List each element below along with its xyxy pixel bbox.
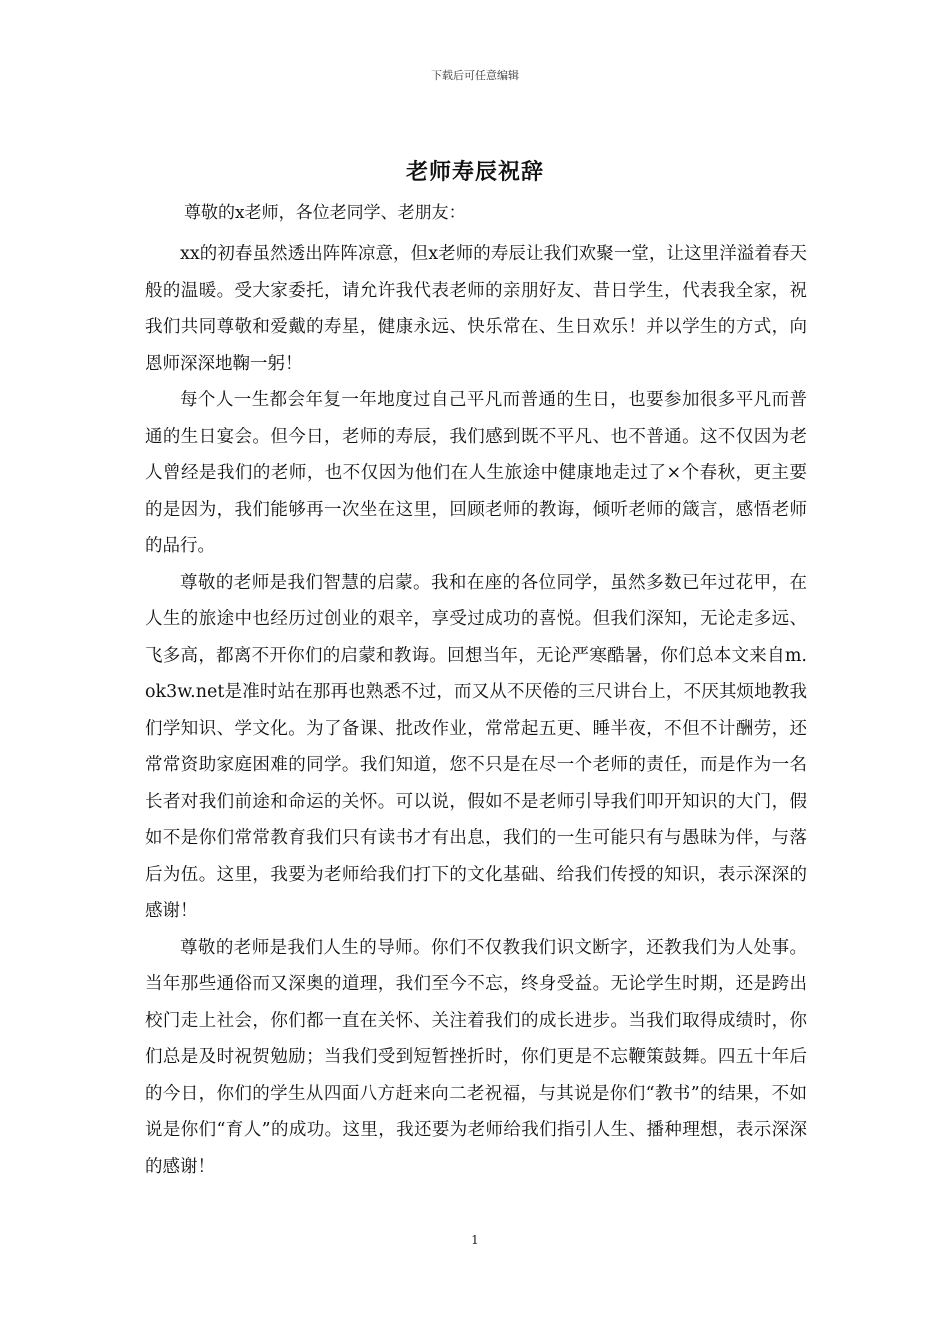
page-number: 1 xyxy=(471,1233,479,1247)
document-title: 老师寿辰祝辞 xyxy=(405,159,544,185)
paragraph: 尊敬的老师是我们人生的导师。你们不仅教我们识文断字，还教我们为人处事。当年那些通俗而又深奥的道理，我们至今不忘，终身受益。无论学生时期，还是跨出校门走上社会，你们都一直在关怀、关注着我们的成长进步。当我们取得成绩时，你们总是及时祝贺勉励；当我们受到短暂挫折时，你们更是不忘鞭策鼓舞。四五十年后的今日，你们的学生从四面八方赶来向二老祝福，与其说是你们“教书”的结果，不如说是你们“育人”的成功。这里，我还要为老师给我们指引人生、播种理想，表示深深的感谢！ xyxy=(145,937,807,1177)
paragraph: 每个人一生都会年复一年地度过自己平凡而普通的生日，也要参加很多平凡而普通的生日宴会。但今日，老师的寿辰，我们感到既不平凡、也不普通。这不仅因为老人曾经是我们的老师，也不仅因为他们在人生旅途中健康地走过了×个春秋，更主要的是因为，我们能够再一次坐在这里，回顾老师的教诲，倾听老师的箴言，感悟老师的品行。 xyxy=(145,390,807,556)
document-body xyxy=(145,236,807,1185)
header-note: 下载后可任意编辑 xyxy=(431,69,519,82)
salutation: 尊敬的x老师，各位老同学、老朋友： xyxy=(184,203,466,223)
paragraph: xx的初春虽然透出阵阵凉意，但x老师的寿辰让我们欢聚一堂，让这里洋溢着春天般的温暖。受大家委托，请允许我代表老师的亲朋好友、昔日学生，代表我全家，祝我们共同尊敬和爱戴的寿星，健康永远、快乐常在、生日欢乐！并以学生的方式，向恩师深深地鞠一躬！ xyxy=(145,244,807,374)
paragraph: 尊敬的老师是我们智慧的启蒙。我和在座的各位同学，虽然多数已年过花甲，在人生的旅途中也经历过创业的艰辛，享受过成功的喜悦。但我们深知，无论走多远、飞多高，都离不开你们的启蒙和教诲。回想当年，无论严寒酷暑，你们总本文来自m.ok3w.net是准时站在那再也熟悉不过，而又从不厌倦的三尺讲台上，不厌其烦地教我们学知识、学文化。为了备课、批改作业，常常起五更、睡半夜，不但不计酬劳，还常常资助家庭困难的同学。我们知道，您不只是在尽一个老师的责任，而是作为一名长者对我们前途和命运的关怀。可以说，假如不是老师引导我们叩开知识的大门，假如不是你们常常教育我们只有读书才有出息，我们的一生可能只有与愚昧为伴，与落后为伍。这里，我要为老师给我们打下的文化基础、给我们传授的知识，表示深深的感谢！ xyxy=(145,572,807,921)
